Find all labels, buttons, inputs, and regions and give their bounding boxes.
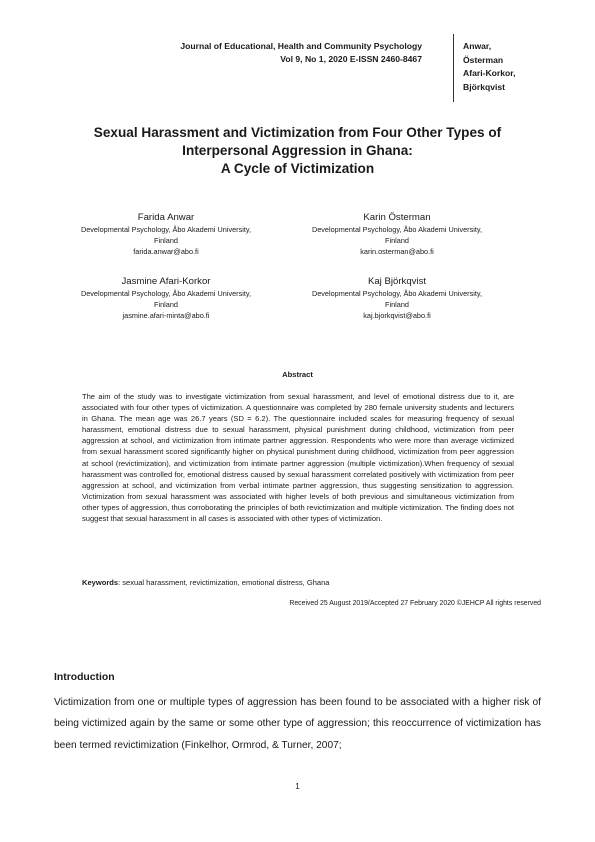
keywords-text: : sexual harassment, revictimization, emotional distress, Ghana — [118, 578, 330, 587]
title-line: Interpersonal Aggression in Ghana: — [182, 143, 413, 158]
journal-volume: Vol 9, No 1, 2020 E-ISSN 2460-8467 — [280, 54, 422, 64]
running-author: Anwar, — [463, 41, 492, 51]
journal-header — [100, 40, 422, 66]
author-block — [277, 275, 517, 322]
paper-title — [40, 124, 555, 178]
author-block — [277, 211, 517, 258]
author-name: Farida Anwar — [137, 212, 195, 223]
running-authors — [463, 40, 516, 94]
author-country: Finland — [154, 300, 178, 310]
running-author: Björkqvist — [463, 81, 506, 92]
author-name: Kaj Björkqvist — [367, 276, 427, 287]
abstract-heading: Abstract — [282, 370, 313, 379]
journal-name: Journal of Educational, Health and Community Psychology — [180, 41, 422, 51]
keywords-label: Keywords — [82, 578, 119, 587]
author-email[interactable]: farida.anwar@abo.fi — [133, 247, 199, 257]
running-author: Afari-Korkor, — [463, 68, 516, 78]
author-country: Finland — [385, 236, 409, 246]
author-name: Karin Österman — [363, 212, 431, 223]
author-affiliation: Developmental Psychology, Åbo Akademi University, — [80, 289, 252, 298]
page-number: 1 — [295, 782, 300, 791]
author-affiliation: Developmental Psychology, Åbo Akademi University, — [311, 225, 483, 234]
author-affiliation: Developmental Psychology, Åbo Akademi University, — [80, 225, 252, 234]
title-line: Sexual Harassment and Victimization from Four Other Types of — [93, 125, 502, 140]
author-block — [46, 211, 286, 258]
author-country: Finland — [154, 236, 178, 246]
received-line: Received 25 August 2019/Accepted 27 February 2020 ©JEHCP All rights reserved — [289, 600, 541, 607]
author-name: Jasmine Afari-Korkor — [121, 276, 211, 287]
author-email[interactable]: kaj.bjorkqvist@abo.fi — [363, 311, 431, 321]
author-affiliation: Developmental Psychology, Åbo Akademi University, — [311, 289, 483, 298]
running-author: Österman — [463, 54, 504, 65]
title-line: A Cycle of Victimization — [220, 161, 375, 176]
keywords — [82, 577, 514, 588]
introduction-heading: Introduction — [54, 672, 115, 683]
author-email[interactable]: karin.osterman@abo.fi — [360, 247, 434, 257]
abstract-text: The aim of the study was to investigate victimization from sexual harassment, and level of emotional distress due to it, are associated with four other types of victimization. A questionnaire was completed by 280 female university students and lecturers in Ghana. The mean age was 26.7 years (SD = 6.2). The questionnaire included scales for measuring frequency of sexual harassment, emotional distress due to sexual harassment, physical punishment during childhood, victimization from peer aggression at school, and victimization from intimate partner aggression. Respondents who were more than average victimized from sexual harassment scored significantly higher on physical punishment during childhood, victimization from peer aggression at school (revictimization), and victimization from intimate partner aggression (multiple victimization).When frequency of sexual harassment was controlled for, emotional distress caused by sexual harassment correlated positively with victimization from peer aggression at school, and victimization from verbal intimate partner aggression, thus suggesting sensitization to aggression. Victimization from sexual harassment was associated with higher levels of both previous and simultaneous victimization from other types of aggression, thus corroborating the principles of both revictimization and multiple victimization. The finding does not suggest that sexual harassment in all cases is associated with other types of victimization. — [82, 392, 514, 524]
author-country: Finland — [385, 300, 409, 310]
author-block — [46, 275, 286, 322]
author-email[interactable]: jasmine.afari-minta@abo.fi — [122, 311, 210, 321]
header-divider — [453, 34, 454, 102]
introduction-text: Victimization from one or multiple types of aggression has been found to be associated with a higher risk of being victimized again by the same or some other type of aggression; this reoccurrence of victimization has been termed revictimization (Finkelhor, Ormrod, & Turner, 2007; — [54, 697, 541, 751]
